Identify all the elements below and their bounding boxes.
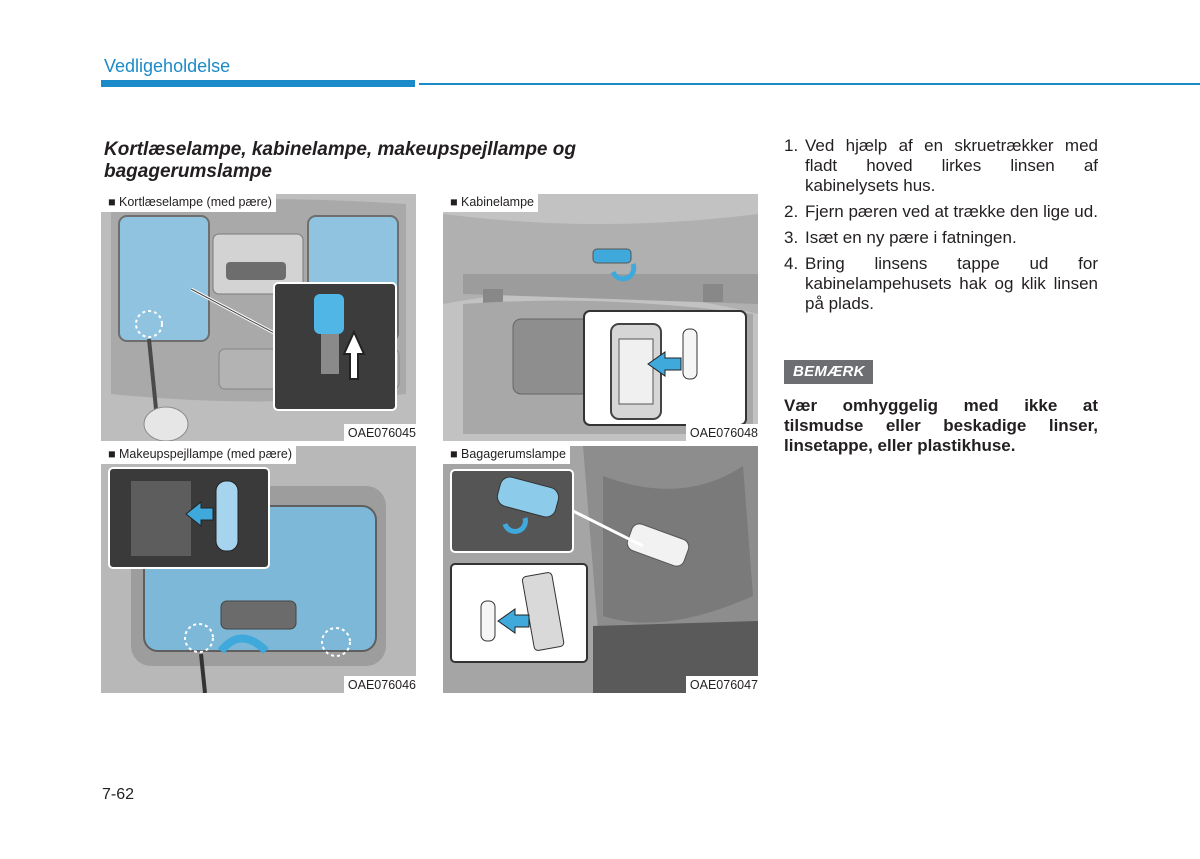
figure-cabin-lamp xyxy=(443,194,758,441)
step-number: 4. xyxy=(784,254,799,273)
step-text: Ved hjælp af en skruetrækker med fladt hoved lirkes linsen af kabinelysets hus. xyxy=(805,136,1098,195)
step-text: Fjern pæren ved at trække den lige ud. xyxy=(805,202,1098,221)
step-number: 2. xyxy=(784,202,799,221)
page-number: 7-62 xyxy=(102,786,135,803)
figure-map-lamp xyxy=(101,194,416,441)
instruction-steps xyxy=(784,136,1098,320)
figure-label: ■ Kortlæselampe (med pære) xyxy=(101,194,276,212)
step-item xyxy=(784,254,1098,314)
note-badge: BEMÆRK xyxy=(784,360,873,384)
figure-label: ■ Makeupspejllampe (med pære) xyxy=(101,446,296,464)
vanity-lamp-illustration xyxy=(101,446,416,693)
note-text: Vær omhyggelig med ikke at tilsmudse eller beskadige linser, linsetappe, eller plastikhuse. xyxy=(784,396,1098,455)
step-text: Bring linsens tappe ud for kabinelampehusets hak og klik linsen på plads. xyxy=(805,254,1098,313)
figure-code: OAE076048 xyxy=(686,424,758,441)
luggage-lamp-illustration xyxy=(443,446,758,693)
step-number: 3. xyxy=(784,228,799,247)
figure-code: OAE076045 xyxy=(344,424,416,441)
figure-luggage-lamp xyxy=(443,446,758,693)
section-title: Vedligeholdelse xyxy=(104,56,231,76)
figure-code: OAE076047 xyxy=(686,676,758,693)
step-item xyxy=(784,228,1098,248)
figure-vanity-lamp xyxy=(101,446,416,693)
cabin-lamp-illustration xyxy=(443,194,758,441)
section-heading: Kortlæselampe, kabinelampe, makeupspejllampe og bagagerumslampe xyxy=(104,139,576,182)
step-item xyxy=(784,136,1098,196)
step-text: Isæt en ny pære i fatningen. xyxy=(805,228,1017,247)
header-rule-thin xyxy=(419,83,1200,85)
header-rule-thick xyxy=(101,80,415,87)
figure-label: ■ Bagagerumslampe xyxy=(443,446,570,464)
step-number: 1. xyxy=(784,136,799,155)
figure-code: OAE076046 xyxy=(344,676,416,693)
step-item xyxy=(784,202,1098,222)
figure-label: ■ Kabinelampe xyxy=(443,194,538,212)
map-lamp-illustration xyxy=(101,194,416,441)
